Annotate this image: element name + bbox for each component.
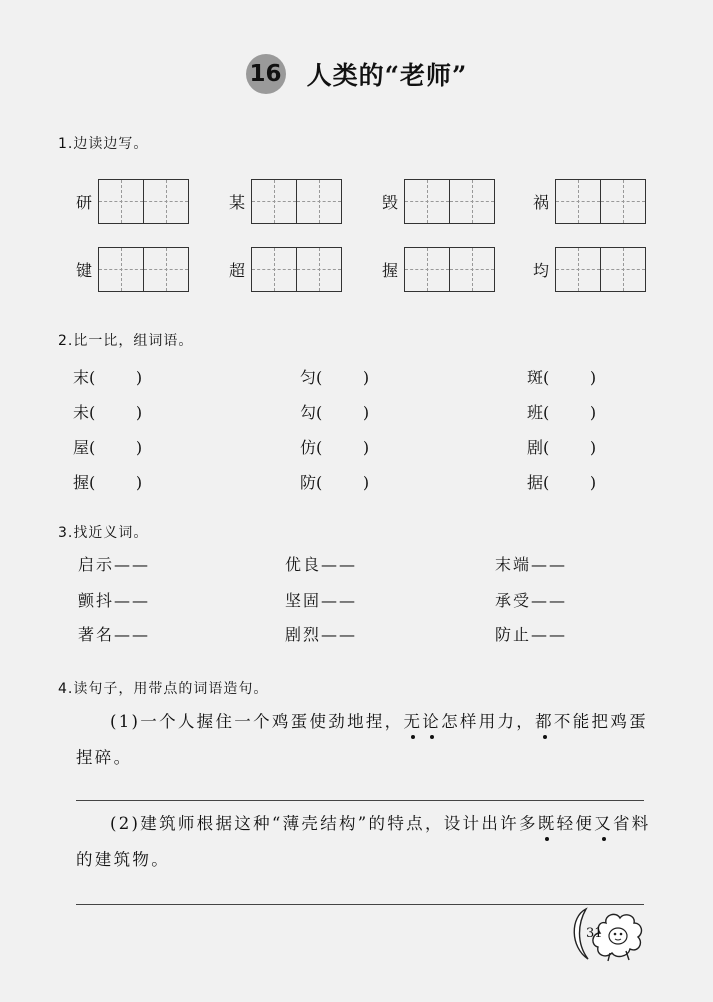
writing-grid[interactable]: [251, 247, 342, 292]
char-writing-item: [73, 246, 189, 292]
compare-item[interactable]: 勾( ): [300, 403, 370, 422]
sentence-1-line-1: [110, 708, 648, 732]
char-label: 超: [228, 260, 245, 280]
dotted-word: 既: [538, 810, 557, 834]
sentence-1-line-2: 捏碎。: [76, 748, 133, 767]
compare-item[interactable]: 未( ): [73, 403, 143, 422]
sentence-text: 轻便: [556, 814, 595, 833]
compare-item[interactable]: 末( ): [73, 368, 143, 387]
char-label: 研: [75, 192, 92, 212]
dotted-word: 又: [594, 810, 613, 834]
writing-grid[interactable]: [555, 179, 646, 224]
synonym-item[interactable]: 承受——: [495, 591, 568, 610]
section3-heading: 3.找近义词。: [58, 525, 149, 541]
lesson-title: 人类的“老师”: [306, 61, 468, 90]
char-writing-item: [530, 246, 646, 292]
compare-item[interactable]: 剧( ): [527, 438, 597, 457]
lesson-number-badge: 16: [246, 54, 286, 94]
writing-grid[interactable]: [404, 179, 495, 224]
char-writing-item: [226, 246, 342, 292]
synonym-item[interactable]: 优良——: [285, 555, 358, 574]
writing-grid[interactable]: [98, 179, 189, 224]
synonym-item[interactable]: 坚固——: [285, 591, 358, 610]
char-writing-item: [226, 178, 342, 224]
compare-item[interactable]: 握( ): [73, 473, 143, 492]
sentence-text: 不能把鸡蛋: [553, 712, 648, 731]
compare-item[interactable]: 仿( ): [300, 438, 370, 457]
synonym-item[interactable]: 著名——: [78, 625, 151, 644]
compare-item[interactable]: 匀( ): [300, 368, 370, 387]
page-badge-moon-icon: [566, 903, 650, 967]
answer-line[interactable]: [76, 904, 644, 905]
synonym-item[interactable]: 颤抖——: [78, 591, 151, 610]
sentence-text: 怎样用力，: [441, 712, 536, 731]
char-label: 键: [75, 260, 92, 280]
answer-line[interactable]: [76, 800, 644, 801]
synonym-item[interactable]: 剧烈——: [285, 625, 358, 644]
char-label: 均: [532, 260, 549, 280]
char-writing-item: [379, 178, 495, 224]
page-header: [0, 54, 713, 94]
synonym-item[interactable]: 启示——: [78, 555, 151, 574]
section4-heading: 4.读句子，用带点的词语造句。: [58, 681, 269, 697]
section2-heading: 2.比一比，组词语。: [58, 333, 194, 349]
sentence-text: 省料: [612, 814, 651, 833]
dotted-word: 无: [403, 708, 422, 732]
writing-grid[interactable]: [98, 247, 189, 292]
writing-grid[interactable]: [555, 247, 646, 292]
dotted-word: 论: [422, 708, 441, 732]
section1-heading: 1.边读边写。: [58, 136, 149, 152]
writing-grid[interactable]: [404, 247, 495, 292]
compare-item[interactable]: 班( ): [527, 403, 597, 422]
sentence-2-line-1: [110, 810, 651, 834]
char-writing-item: [530, 178, 646, 224]
char-label: 握: [381, 260, 398, 280]
char-writing-item: [379, 246, 495, 292]
synonym-item[interactable]: 防止——: [495, 625, 568, 644]
compare-item[interactable]: 屋( ): [73, 438, 143, 457]
writing-grid[interactable]: [251, 179, 342, 224]
sentence-text: (2)建筑师根据这种“薄壳结构”的特点，设计出许多: [110, 814, 538, 833]
synonym-item[interactable]: 末端——: [495, 555, 568, 574]
dotted-word: 都: [535, 708, 554, 732]
char-label: 某: [228, 192, 245, 212]
char-writing-item: [73, 178, 189, 224]
compare-item[interactable]: 斑( ): [527, 368, 597, 387]
sentence-text: (1)一个人握住一个鸡蛋使劲地捏，: [110, 712, 404, 731]
page-number: 31: [586, 926, 603, 941]
char-label: 祸: [532, 192, 549, 212]
compare-item[interactable]: 据( ): [527, 473, 597, 492]
compare-item[interactable]: 防( ): [300, 473, 370, 492]
char-label: 毁: [381, 192, 398, 212]
sentence-2-line-2: 的建筑物。: [76, 850, 170, 869]
